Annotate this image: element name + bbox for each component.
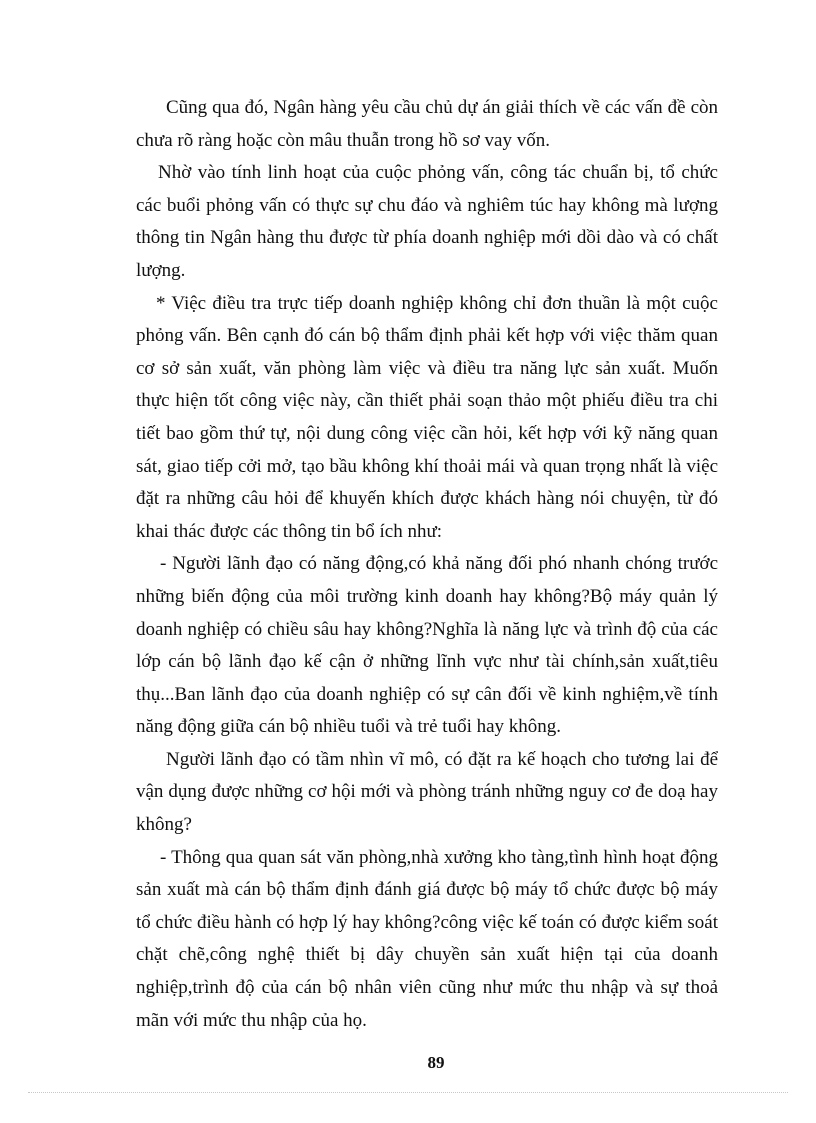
paragraph-3: * Việc điều tra trực tiếp doanh nghiệp không chỉ đơn thuần là một cuộc phỏng vấn. Bên cạnh đó cán bộ thẩm định phải kết hợp với việc thăm quan cơ sở sản xuất, văn phòng làm việc và điều tra năng lực sản xuất. Muốn thực hiện tốt công việc này, cần thiết phải soạn thảo một phiếu điều tra chi tiết bao gồm thứ tự, nội dung công việc cần hỏi, kết hợp với kỹ năng quan sát, giao tiếp cởi mở, tạo bầu không khí thoải mái và quan trọng nhất là việc đặt ra những câu hỏi để khuyến khích được khách hàng nói chuyện, từ đó khai thác được các thông tin bổ ích như:	[136, 292, 718, 542]
paragraph-5: Người lãnh đạo có tầm nhìn vĩ mô, có đặt ra kế hoạch cho tương lai để vận dụng được những cơ hội mới và phòng tránh những nguy cơ đe doạ hay không?	[136, 748, 718, 836]
paragraph-6: - Thông qua quan sát văn phòng,nhà xưởng kho tàng,tình hình hoạt động sản xuất mà cán bộ thẩm định đánh giá được bộ máy tổ chức được bộ máy tổ chức điều hành có hợp lý hay không?công việc kế toán có được kiểm soát chặt chẽ,công nghệ thiết bị dây chuyền sản xuất hiện tại của doanh nghiệp,trình độ của cán bộ nhân viên cũng như mức thu nhập và sự thoả mãn với mức thu nhập của họ.	[136, 846, 718, 1031]
paragraph-1: Cũng qua đó, Ngân hàng yêu cầu chủ dự án giải thích về các vấn đề còn chưa rõ ràng hoặc còn mâu thuẫn trong hồ sơ vay vốn.	[136, 97, 718, 151]
body-text	[136, 92, 718, 1037]
page-bottom-divider	[28, 1092, 788, 1093]
paragraph-2: Nhờ vào tính linh hoạt của cuộc phỏng vấn, công tác chuẩn bị, tổ chức các buổi phỏng vấn có thực sự chu đáo và nghiêm túc hay không mà lượng thông tin Ngân hàng thu được từ phía doanh nghiệp mới dồi dào và có chất lượng.	[136, 162, 718, 281]
paragraph-4: - Người lãnh đạo có năng động,có khả năng đối phó nhanh chóng trước những biến động của môi trường kinh doanh hay không?Bộ máy quản lý doanh nghiệp có chiều sâu hay không?Nghĩa là năng lực và trình độ của các lớp cán bộ lãnh đạo kế cận ở những lĩnh vực như tài chính,sản xuất,tiêu thụ...Ban lãnh đạo của doanh nghiệp có sự cân đối về kinh nghiệm,về tính năng động giữa cán bộ nhiều tuổi và trẻ tuổi hay không.	[136, 553, 718, 738]
page-number: 89	[427, 1053, 445, 1072]
